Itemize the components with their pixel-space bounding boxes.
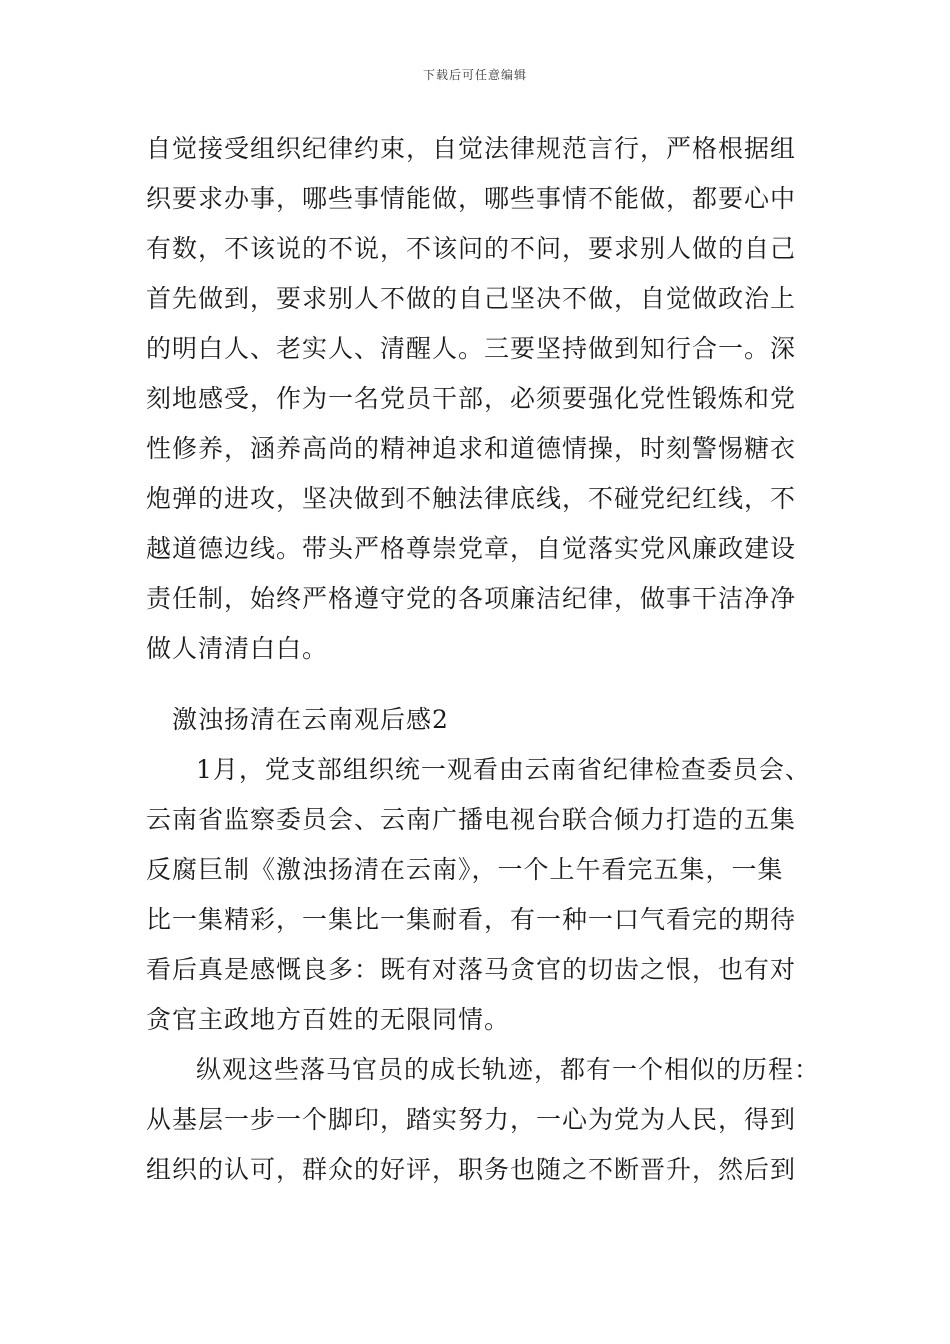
text-line: 越道德边线。带头严格尊崇党章，自觉落实党风廉政建设	[146, 534, 797, 563]
text-line: 刻地感受，作为一名党员干部，必须要强化党性锻炼和党	[146, 384, 797, 413]
text-line: 从基层一步一个脚印，踏实努力，一心为党为人民，得到	[146, 1105, 797, 1134]
text-line: 反腐巨制《激浊扬清在云南》，一个上午看完五集，一集	[146, 855, 784, 884]
text-line: 云南省监察委员会、云南广播电视台联合倾力打造的五集	[146, 805, 797, 834]
text-line: 责任制，始终严格遵守党的各项廉洁纪律，做事干洁净净	[146, 584, 797, 613]
text-line: 性修养，涵养高尚的精神追求和道德情操，时刻警惕糖衣	[146, 434, 797, 463]
paragraph-2-first-line: 纵观这些落马官员的成长轨迹，都有一个相似的历程：	[196, 1055, 821, 1084]
text-line: 组织的认可，群众的好评，职务也随之不断晋升，然后到	[146, 1155, 797, 1184]
text-line: 看后真是感慨良多：既有对落马贪官的切齿之恨，也有对	[146, 955, 797, 984]
text-line: 自觉接受组织纪律约束，自觉法律规范言行，严格根据组	[146, 134, 797, 163]
text-line: 做人清清白白。	[146, 634, 329, 663]
text-line: 的明白人、老实人、清醒人。三要坚持做到知行合一。深	[146, 334, 797, 363]
text-line: 织要求办事，哪些事情能做，哪些事情不能做，都要心中	[146, 184, 797, 213]
text-line: 炮弹的进攻，坚决做到不触法律底线，不碰党纪红线，不	[146, 484, 797, 513]
text-line: 贪官主政地方百姓的无限同情。	[146, 1005, 511, 1034]
section-1-text	[146, 124, 826, 674]
section-2-text	[146, 695, 826, 1195]
section-title: 激浊扬清在云南观后感2	[172, 705, 449, 734]
text-line: 首先做到，要求别人不做的自己坚决不做，自觉做政治上	[146, 284, 797, 313]
text-line: 比一集精彩，一集比一集耐看，有一种一口气看完的期待	[146, 905, 797, 934]
page-header-note: 下载后可任意编辑	[422, 68, 527, 82]
paragraph-1-first-line: 1月，党支部组织统一观看由云南省纪律检查委员会、	[196, 755, 811, 784]
text-line: 有数，不该说的不说，不该问的不问，要求别人做的自己	[146, 234, 797, 263]
